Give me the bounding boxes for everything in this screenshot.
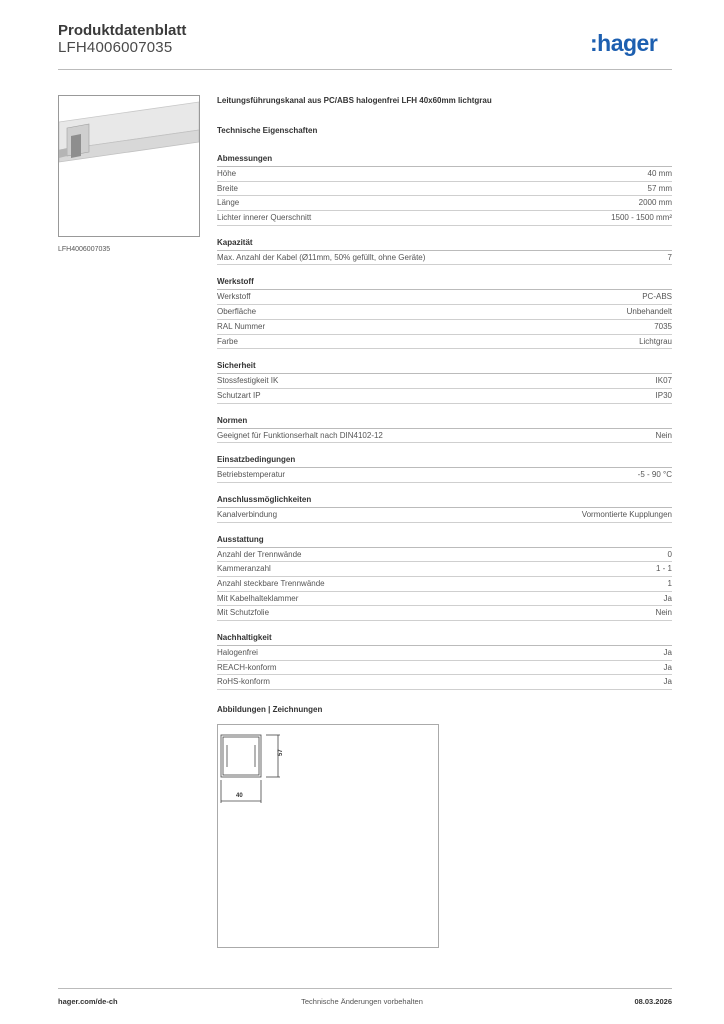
property-row — [217, 305, 672, 320]
footer-website-link[interactable]: hager.com/de-ch — [58, 997, 118, 1006]
property-row — [217, 606, 672, 621]
property-label: Breite — [217, 183, 238, 193]
property-label: Betriebstemperatur — [217, 470, 286, 480]
property-value: Ja — [663, 662, 672, 672]
property-value: 57 mm — [647, 183, 672, 193]
property-label: Lichter innerer Querschnitt — [217, 213, 312, 223]
property-value: PC-ABS — [642, 292, 672, 302]
property-value: 7035 — [654, 321, 672, 331]
section-normen — [217, 416, 672, 444]
property-value: 2000 mm — [638, 198, 672, 208]
drawings-title: Abbildungen | Zeichnungen — [217, 705, 323, 714]
property-value: 0 — [667, 549, 672, 559]
property-row — [217, 320, 672, 335]
property-value: Nein — [655, 608, 672, 618]
product-photo — [58, 95, 200, 237]
section-title: Kapazität — [217, 238, 672, 251]
section-title: Abmessungen — [217, 154, 672, 167]
product-number: LFH4006007035 — [58, 39, 173, 56]
property-label: Mit Kabelhalteklammer — [217, 593, 299, 603]
width-dimension-label: 40 — [236, 793, 243, 799]
property-row — [217, 251, 672, 266]
section-einsatzbedingungen — [217, 455, 672, 483]
property-label: Kanalverbindung — [217, 509, 278, 519]
product-description: Leitungsführungskanal aus PC/ABS halogenfrei LFH 40x60mm lichtgrau — [217, 96, 492, 105]
photo-caption: LFH4006007035 — [58, 246, 111, 253]
property-row — [217, 548, 672, 563]
section-title: Werkstoff — [217, 277, 672, 290]
property-row — [217, 335, 672, 350]
section-kapazit-t — [217, 238, 672, 266]
property-value: Ja — [663, 593, 672, 603]
section-title: Nachhaltigkeit — [217, 633, 672, 646]
section-anschlussm-glichkeiten — [217, 495, 672, 523]
drawing-frame — [217, 724, 439, 948]
property-row — [217, 167, 672, 182]
property-label: Farbe — [217, 336, 238, 346]
property-label: RAL Nummer — [217, 321, 266, 331]
cable-duct-image — [59, 96, 199, 236]
property-label: Halogenfrei — [217, 648, 258, 658]
property-row — [217, 562, 672, 577]
property-label: Anzahl steckbare Trennwände — [217, 579, 325, 588]
section-sicherheit — [217, 361, 672, 403]
property-row — [217, 468, 672, 483]
property-label: Werkstoff — [217, 292, 251, 302]
property-row — [217, 675, 672, 690]
page-title: Produktdatenblatt — [58, 22, 187, 39]
property-label: Anzahl der Trennwände — [217, 549, 302, 559]
property-value: Nein — [655, 430, 672, 440]
property-row — [217, 592, 672, 607]
property-row — [217, 211, 672, 226]
property-label: Kammeranzahl — [217, 564, 271, 574]
property-value: 1 — [667, 579, 672, 588]
property-row — [217, 196, 672, 211]
section-werkstoff — [217, 277, 672, 349]
property-label: Schutzart IP — [217, 390, 261, 400]
property-row — [217, 389, 672, 404]
property-row — [217, 577, 672, 592]
property-value: Ja — [663, 677, 672, 687]
property-row — [217, 429, 672, 444]
footer-disclaimer: Technische Änderungen vorbehalten — [301, 997, 423, 1006]
section-ausstattung — [217, 535, 672, 621]
property-value: Lichtgrau — [639, 336, 672, 346]
property-label: Geeignet für Funktionserhalt nach DIN4102-12 — [217, 430, 383, 440]
property-value: 1500 - 1500 mm² — [611, 213, 672, 223]
property-value: Unbehandelt — [626, 307, 672, 317]
tech-properties-heading: Technische Eigenschaften — [217, 126, 318, 135]
property-row — [217, 508, 672, 523]
height-dimension-label: 57 — [278, 749, 284, 756]
property-label: Max. Anzahl der Kabel (Ø11mm, 50% gefüllt, ohne Geräte) — [217, 252, 426, 262]
property-label: Länge — [217, 198, 240, 208]
property-value: 1 - 1 — [655, 564, 672, 574]
property-value: Vormontierte Kupplungen — [581, 509, 672, 519]
properties-content — [217, 96, 672, 702]
property-row — [217, 374, 672, 389]
property-value: -5 - 90 °C — [637, 470, 672, 480]
property-value: 40 mm — [647, 169, 672, 178]
property-label: RoHS-konform — [217, 677, 270, 687]
dimension-drawing — [218, 725, 438, 947]
property-row — [217, 290, 672, 305]
property-sections — [217, 154, 672, 690]
section-abmessungen — [217, 154, 672, 226]
property-row — [217, 646, 672, 661]
property-value: IP30 — [655, 390, 672, 400]
footer-date: 08.03.2026 — [634, 997, 672, 1006]
property-value: Ja — [663, 648, 672, 658]
property-label: Stossfestigkeit IK — [217, 376, 279, 386]
section-nachhaltigkeit — [217, 633, 672, 690]
footer-divider — [58, 988, 672, 989]
property-value: 7 — [667, 252, 672, 262]
section-title: Einsatzbedingungen — [217, 455, 672, 468]
property-label: Mit Schutzfolie — [217, 608, 270, 618]
property-label: Oberfläche — [217, 307, 257, 317]
property-row — [217, 182, 672, 197]
property-row — [217, 661, 672, 676]
property-label: REACH-konform — [217, 662, 277, 672]
header-divider — [58, 69, 672, 70]
property-label: Höhe — [217, 169, 237, 178]
section-title: Sicherheit — [217, 361, 672, 374]
section-title: Ausstattung — [217, 535, 672, 548]
section-title: Normen — [217, 416, 672, 429]
section-title: Anschlussmöglichkeiten — [217, 495, 672, 508]
property-value: IK07 — [655, 376, 672, 386]
hager-logo: :hager — [590, 30, 658, 56]
